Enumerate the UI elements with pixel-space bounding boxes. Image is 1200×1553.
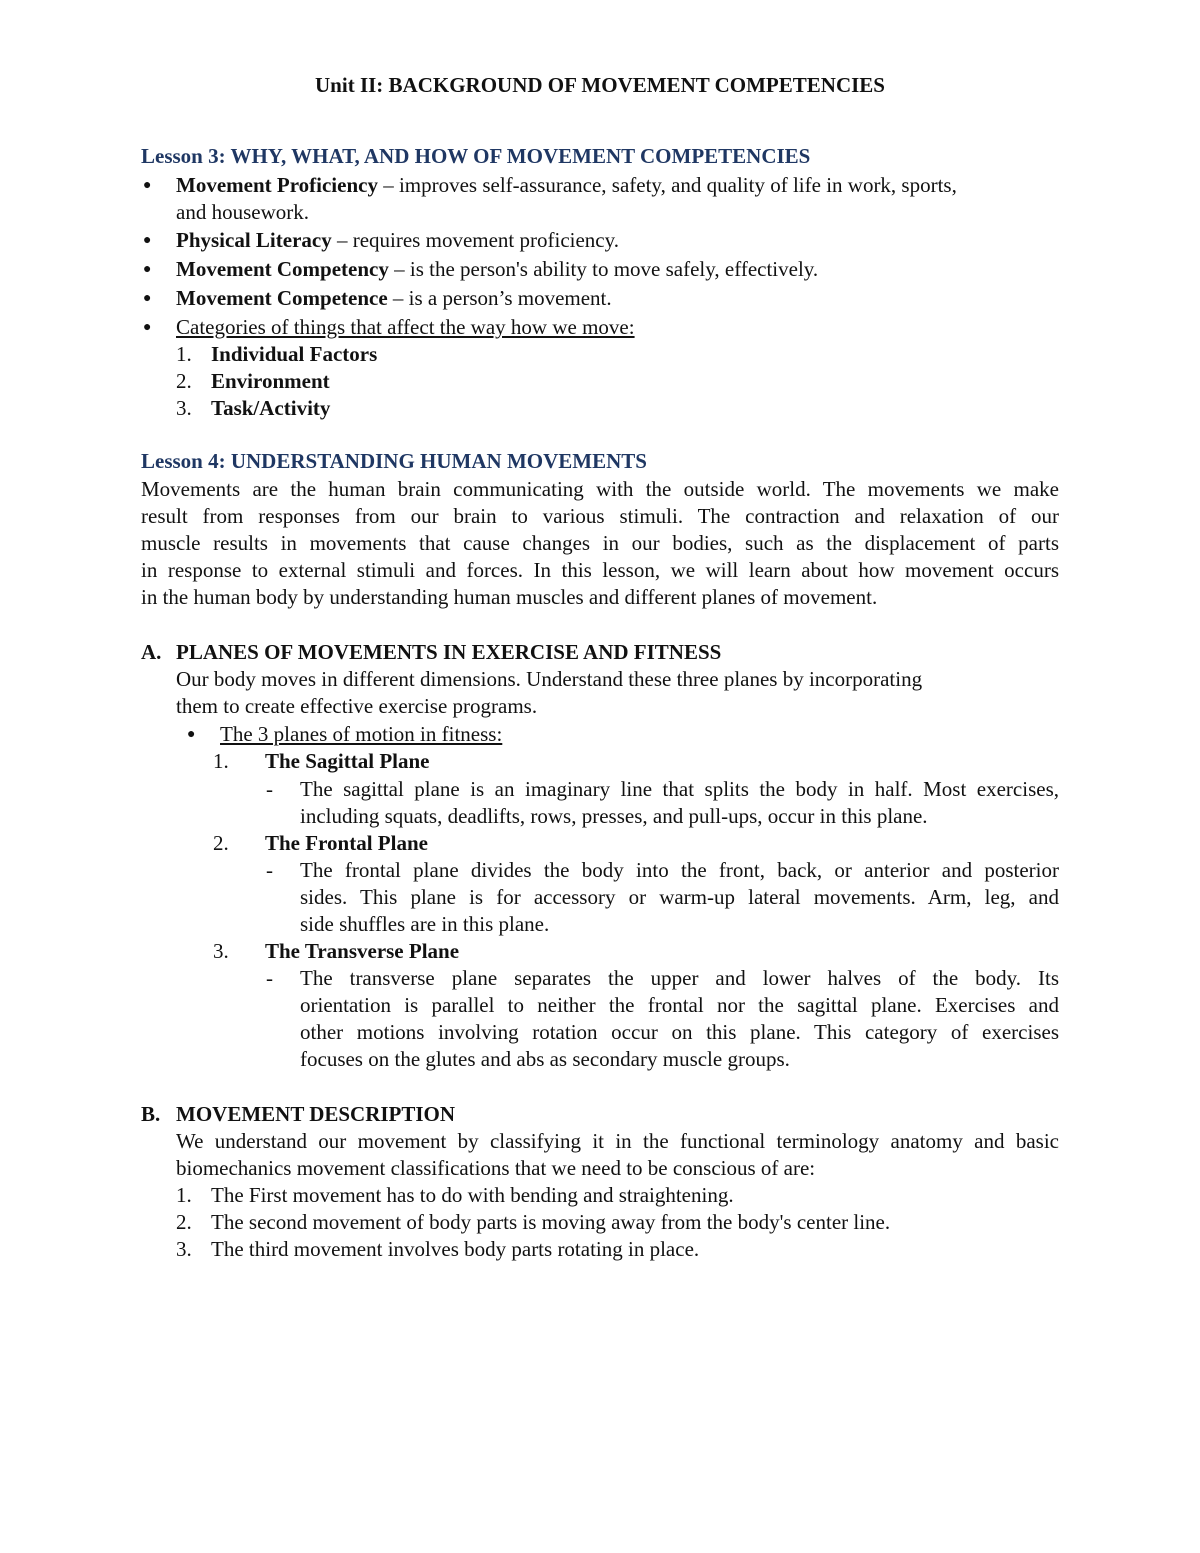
category-item: Environment: [211, 369, 330, 393]
list-number: 3.: [176, 396, 192, 420]
dash-icon: -: [266, 858, 273, 882]
section-a-heading: PLANES OF MOVEMENTS IN EXERCISE AND FITNESS: [176, 640, 722, 664]
bullet-icon: ●: [143, 291, 152, 306]
section-letter: B.: [141, 1102, 161, 1126]
term: Movement Competency: [176, 257, 389, 281]
lesson-3-heading: Lesson 3: WHY, WHAT, AND HOW OF MOVEMENT COMPETENCIES: [141, 144, 811, 168]
plane-desc-line: side shuffles are in this plane.: [300, 912, 550, 936]
plane-desc-line: other motions involving rotation occur on this plane. This category of exercises: [300, 1020, 1059, 1044]
list-number: 1.: [176, 342, 192, 366]
list-item: [176, 172, 957, 199]
definition: – improves self-assurance, safety, and quality of life in work, sports,: [377, 173, 957, 197]
list-number: 2.: [176, 1210, 192, 1234]
categories-label: Categories of things that affect the way how we move:: [176, 315, 635, 339]
list-item: The third movement involves body parts rotating in place.: [211, 1237, 700, 1261]
term: Physical Literacy: [176, 228, 332, 252]
bullet-icon: ●: [187, 727, 196, 742]
plane-desc-line: The sagittal plane is an imaginary line that splits the body in half. Most exercises,: [300, 777, 1059, 801]
paragraph-line: in the human body by understanding human muscles and different planes of movement.: [141, 585, 878, 609]
plane-desc-line: including squats, deadlifts, rows, presses, and pull-ups, occur in this plane.: [300, 804, 928, 828]
list-number: 1.: [213, 749, 229, 773]
plane-name: The Sagittal Plane: [265, 749, 430, 773]
plane-name: The Transverse Plane: [265, 939, 460, 963]
plane-desc-line: sides. This plane is for accessory or warm-up lateral movements. Arm, leg, and: [300, 885, 1059, 909]
planes-label: The 3 planes of motion in fitness:: [220, 722, 503, 746]
section-intro-line: Our body moves in different dimensions. Understand these three planes by incorporating: [176, 667, 923, 691]
bullet-icon: ●: [143, 178, 152, 193]
paragraph-line: result from responses from our brain to various stimuli. The contraction and relaxation of our: [141, 504, 1059, 528]
definition: – requires movement proficiency.: [331, 228, 620, 252]
section-intro-line: We understand our movement by classifying it in the functional terminology anatomy and basic: [176, 1129, 1059, 1153]
term: Movement Proficiency: [176, 173, 378, 197]
bullet-icon: ●: [143, 320, 152, 335]
category-item: Task/Activity: [211, 396, 331, 420]
category-item: Individual Factors: [211, 342, 378, 366]
bullet-icon: ●: [143, 262, 152, 277]
list-item: [176, 285, 612, 312]
unit-title: Unit II: BACKGROUND OF MOVEMENT COMPETENCIES: [315, 73, 885, 97]
list-number: 2.: [176, 369, 192, 393]
plane-desc-line: focuses on the glutes and abs as secondary muscle groups.: [300, 1047, 790, 1071]
paragraph-line: muscle results in movements that cause changes in our bodies, such as the displacement of parts: [141, 531, 1059, 555]
plane-desc-line: The frontal plane divides the body into the front, back, or anterior and posterior: [300, 858, 1059, 882]
dash-icon: -: [266, 966, 273, 990]
plane-desc-line: The transverse plane separates the upper and lower halves of the body. Its: [300, 966, 1059, 990]
list-item: The second movement of body parts is moving away from the body's center line.: [211, 1210, 891, 1234]
definition: – is the person's ability to move safely, effectively.: [388, 257, 819, 281]
section-letter: A.: [141, 640, 162, 664]
definition: – is a person’s movement.: [387, 286, 612, 310]
list-item: [176, 256, 818, 283]
section-b-heading: MOVEMENT DESCRIPTION: [176, 1102, 456, 1126]
plane-name: The Frontal Plane: [265, 831, 428, 855]
plane-desc-line: orientation is parallel to neither the frontal nor the sagittal plane. Exercises and: [300, 993, 1059, 1017]
dash-icon: -: [266, 777, 273, 801]
list-item: [176, 227, 619, 254]
list-item-continuation: and housework.: [176, 200, 309, 224]
list-number: 3.: [176, 1237, 192, 1261]
lesson-4-heading: Lesson 4: UNDERSTANDING HUMAN MOVEMENTS: [141, 449, 647, 473]
section-intro-line: biomechanics movement classifications that we need to be conscious of are:: [176, 1156, 816, 1180]
list-number: 2.: [213, 831, 229, 855]
list-number: 3.: [213, 939, 229, 963]
list-number: 1.: [176, 1183, 192, 1207]
paragraph-line: in response to external stimuli and forces. In this lesson, we will learn about how movement occurs: [141, 558, 1059, 582]
section-intro-line: them to create effective exercise programs.: [176, 694, 538, 718]
term: Movement Competence: [176, 286, 388, 310]
bullet-icon: ●: [143, 233, 152, 248]
paragraph-line: Movements are the human brain communicating with the outside world. The movements we make: [141, 477, 1059, 501]
list-item: The First movement has to do with bending and straightening.: [211, 1183, 734, 1207]
